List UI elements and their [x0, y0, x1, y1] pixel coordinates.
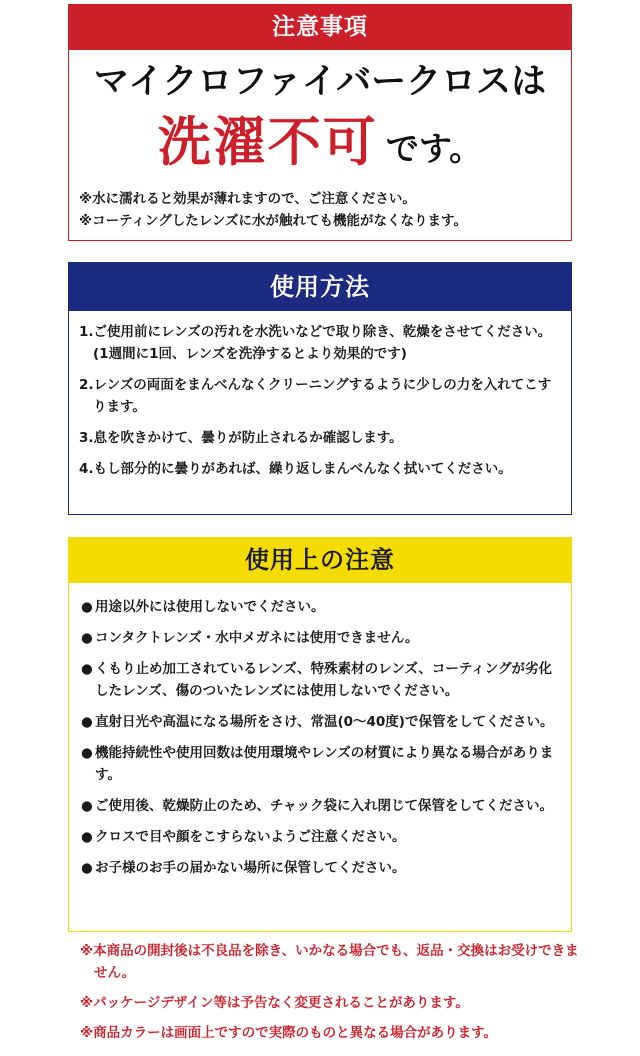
precaution-text: コンタクトレンズ・水中メガネには使用できません。: [95, 630, 419, 646]
bullet-icon: ●: [81, 714, 93, 730]
list-item: [81, 857, 563, 879]
precaution-text: お子様のお手の届かない場所に保管してください。: [95, 860, 406, 876]
usage-step: [79, 427, 563, 449]
caution-note: ※コーティングしたレンズに水が触れても機能がなくなります。: [79, 213, 467, 229]
list-item: [81, 711, 563, 733]
precautions-header: 使用上の注意: [69, 538, 571, 583]
bullet-icon: ●: [81, 860, 93, 876]
usage-step-text: 3.息を吹きかけて、曇りが防止されるか確認します。: [79, 430, 403, 446]
caution-notes: [69, 176, 571, 232]
caution-suffix: です。: [385, 129, 483, 168]
caution-big-text: 洗濯不可: [157, 112, 378, 173]
usage-step-text: 1.ご使用前にレンズの汚れを水洗いなどで取り除き、乾燥をさせてください。: [79, 324, 552, 340]
list-item: [81, 742, 563, 786]
usage-step-text: 2.レンズの両面をまんべんなくクリーニングするように少しの力を入れてこすります。: [79, 377, 552, 415]
usage-step: [79, 458, 563, 480]
caution-headline: マイクロファイバークロスは: [93, 62, 547, 102]
precaution-text: 直射日光や高温になる場所をさけ、常温(0～40度)で保管をしてください。: [95, 714, 554, 730]
list-item: [81, 658, 563, 702]
caution-header: 注意事項: [69, 5, 571, 50]
usage-step-subnote: (1週間に1回、レンズを洗浄するとより効果的です): [93, 346, 407, 362]
bullet-icon: ●: [81, 661, 93, 677]
precautions-list: [69, 583, 571, 879]
precautions-box: [68, 537, 572, 932]
caution-note: ※水に濡れると効果が薄れますので、ご注意ください。: [79, 191, 416, 207]
precaution-text: くもり止め加工されているレンズ、特殊素材のレンズ、コーティングが劣化したレンズ、傷のついたレンズには使用しないでください。: [95, 661, 552, 699]
precaution-text: クロスで目や顔をこすらないようご注意ください。: [95, 829, 406, 845]
footer-note: ※本商品の開封後は不良品を除き、いかなる場合でも、返品・交換はお受けできません。: [80, 943, 579, 981]
precaution-text: 機能持続性や使用回数は使用環境やレンズの材質により異なる場合があります。: [95, 745, 554, 783]
caution-emphasis-line: [69, 110, 571, 176]
usage-box: [68, 262, 572, 515]
bullet-icon: ●: [81, 599, 93, 615]
precaution-text: 用途以外には使用しないでください。: [95, 599, 325, 615]
list-item: [81, 826, 563, 848]
bullet-icon: ●: [81, 798, 93, 814]
usage-step: [79, 321, 563, 365]
footer-note: ※商品カラーは画面上ですので実際のものと異なる場合があります。: [80, 1025, 498, 1041]
caution-box: [68, 4, 572, 241]
usage-header: 使用方法: [69, 263, 571, 311]
bullet-icon: ●: [81, 745, 93, 761]
bullet-icon: ●: [81, 829, 93, 845]
list-item: [81, 596, 563, 618]
footer-notices: [80, 940, 580, 1052]
usage-step-text: 4.もし部分的に曇りがあれば、繰り返しまんべんなく拭いてください。: [79, 461, 512, 477]
list-item: [81, 627, 563, 649]
bullet-icon: ●: [81, 630, 93, 646]
footer-note: ※パッケージデザイン等は予告なく変更されることがあります。: [80, 995, 469, 1011]
usage-steps: [69, 311, 571, 480]
precaution-text: ご使用後、乾燥防止のため、チャック袋に入れ閉じて保管をしてください。: [95, 798, 554, 814]
list-item: [81, 795, 563, 817]
usage-step: [79, 374, 563, 418]
